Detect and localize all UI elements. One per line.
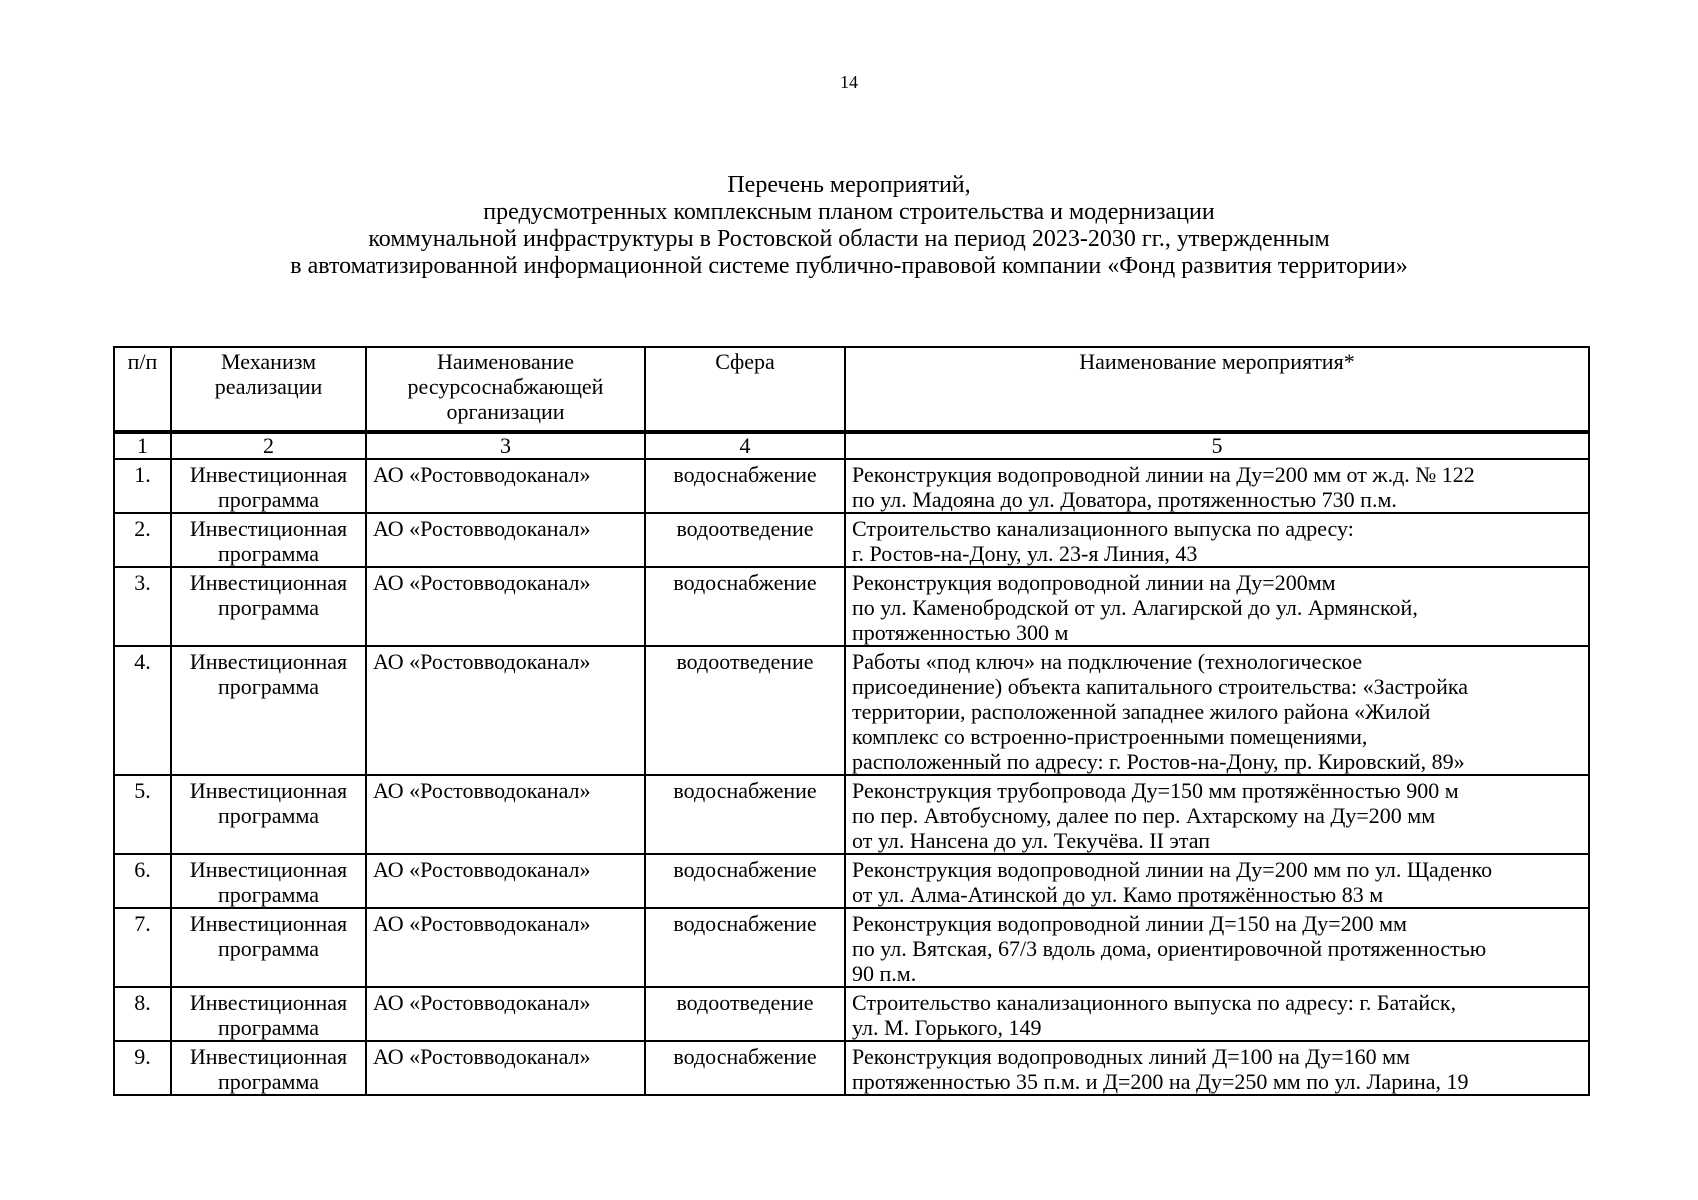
cell-sphere: водоснабжение xyxy=(645,908,845,987)
cell-num: 6. xyxy=(114,854,171,908)
header-mechanism: Механизм реализации xyxy=(171,347,366,432)
title-line-2: предусмотренных комплексным планом строительства и модернизации xyxy=(483,199,1215,225)
cell-organization: АО «Ростовводоканал» xyxy=(366,775,645,854)
table-row xyxy=(114,854,1589,908)
table-row xyxy=(114,513,1589,567)
cell-organization: АО «Ростовводоканал» xyxy=(366,1041,645,1095)
title-line-4: в автоматизированной информационной системе публично-правовой компании «Фонд развития территории» xyxy=(290,253,1408,279)
cell-event: Работы «под ключ» на подключение (технологическое присоединение) объекта капитального строительства: «Застройка территории, расположенной западнее жилого района «Жилой комплекс со встроенно-пристроенными помещениями, расположенный по адресу: г. Ростов-на-Дону, пр. Кировский, 89» xyxy=(845,646,1589,775)
column-number: 4 xyxy=(645,432,845,459)
column-number: 5 xyxy=(845,432,1589,459)
table-row xyxy=(114,567,1589,646)
cell-mechanism: Инвестиционная программа xyxy=(171,513,366,567)
cell-event: Реконструкция водопроводной линии Д=150 на Ду=200 мм по ул. Вятская, 67/3 вдоль дома, ориентировочной протяженностью 90 п.м. xyxy=(845,908,1589,987)
table-header-row xyxy=(114,347,1589,432)
column-numbers-row xyxy=(114,432,1589,459)
cell-mechanism: Инвестиционная программа xyxy=(171,459,366,513)
cell-num: 8. xyxy=(114,987,171,1041)
cell-event: Реконструкция водопроводных линий Д=100 на Ду=160 мм протяженностью 35 п.м. и Д=200 на Ду=250 мм по ул. Ларина, 19 xyxy=(845,1041,1589,1095)
column-number: 2 xyxy=(171,432,366,459)
cell-sphere: водоотведение xyxy=(645,513,845,567)
column-number: 1 xyxy=(114,432,171,459)
cell-num: 3. xyxy=(114,567,171,646)
cell-organization: АО «Ростовводоканал» xyxy=(366,459,645,513)
title-line-3: коммунальной инфраструктуры в Ростовской области на период 2023-2030 гг., утвержденным xyxy=(368,226,1330,252)
title-line-1: Перечень мероприятий, xyxy=(727,172,971,198)
cell-organization: АО «Ростовводоканал» xyxy=(366,987,645,1041)
events-table xyxy=(113,346,1590,1096)
document-title xyxy=(0,172,1698,280)
table-row xyxy=(114,1041,1589,1095)
cell-event: Реконструкция водопроводной линии на Ду=200 мм по ул. Щаденко от ул. Алма-Атинской до ул. Камо протяжённостью 83 м xyxy=(845,854,1589,908)
table-row xyxy=(114,775,1589,854)
cell-num: 9. xyxy=(114,1041,171,1095)
header-organization: Наименование ресурсоснабжающей организации xyxy=(366,347,645,432)
cell-num: 7. xyxy=(114,908,171,987)
cell-event: Реконструкция трубопровода Ду=150 мм протяжённостью 900 м по пер. Автобусному, далее по пер. Ахтарскому на Ду=200 мм от ул. Нансена до ул. Текучёва. II этап xyxy=(845,775,1589,854)
cell-sphere: водоотведение xyxy=(645,987,845,1041)
table-row xyxy=(114,459,1589,513)
cell-event: Строительство канализационного выпуска по адресу: г. Ростов-на-Дону, ул. 23-я Линия, 43 xyxy=(845,513,1589,567)
cell-organization: АО «Ростовводоканал» xyxy=(366,513,645,567)
cell-mechanism: Инвестиционная программа xyxy=(171,775,366,854)
cell-mechanism: Инвестиционная программа xyxy=(171,854,366,908)
header-sphere: Сфера xyxy=(645,347,845,432)
cell-sphere: водоснабжение xyxy=(645,459,845,513)
column-number: 3 xyxy=(366,432,645,459)
page-number: 14 xyxy=(840,72,858,92)
cell-organization: АО «Ростовводоканал» xyxy=(366,854,645,908)
cell-sphere: водоснабжение xyxy=(645,1041,845,1095)
cell-num: 5. xyxy=(114,775,171,854)
cell-sphere: водоотведение xyxy=(645,646,845,775)
cell-mechanism: Инвестиционная программа xyxy=(171,1041,366,1095)
cell-event: Строительство канализационного выпуска по адресу: г. Батайск, ул. М. Горького, 149 xyxy=(845,987,1589,1041)
cell-organization: АО «Ростовводоканал» xyxy=(366,567,645,646)
cell-organization: АО «Ростовводоканал» xyxy=(366,646,645,775)
cell-event: Реконструкция водопроводной линии на Ду=200мм по ул. Каменобродской от ул. Алагирской до ул. Армянской, протяженностью 300 м xyxy=(845,567,1589,646)
cell-organization: АО «Ростовводоканал» xyxy=(366,908,645,987)
cell-num: 2. xyxy=(114,513,171,567)
cell-event: Реконструкция водопроводной линии на Ду=200 мм от ж.д. № 122 по ул. Мадояна до ул. Доватора, протяженностью 730 п.м. xyxy=(845,459,1589,513)
cell-mechanism: Инвестиционная программа xyxy=(171,567,366,646)
cell-sphere: водоснабжение xyxy=(645,775,845,854)
table-row xyxy=(114,908,1589,987)
cell-mechanism: Инвестиционная программа xyxy=(171,646,366,775)
table-row xyxy=(114,646,1589,775)
cell-mechanism: Инвестиционная программа xyxy=(171,987,366,1041)
cell-num: 4. xyxy=(114,646,171,775)
header-num: п/п xyxy=(114,347,171,432)
header-event: Наименование мероприятия* xyxy=(845,347,1589,432)
cell-sphere: водоснабжение xyxy=(645,854,845,908)
cell-mechanism: Инвестиционная программа xyxy=(171,908,366,987)
cell-num: 1. xyxy=(114,459,171,513)
cell-sphere: водоснабжение xyxy=(645,567,845,646)
table-row xyxy=(114,987,1589,1041)
